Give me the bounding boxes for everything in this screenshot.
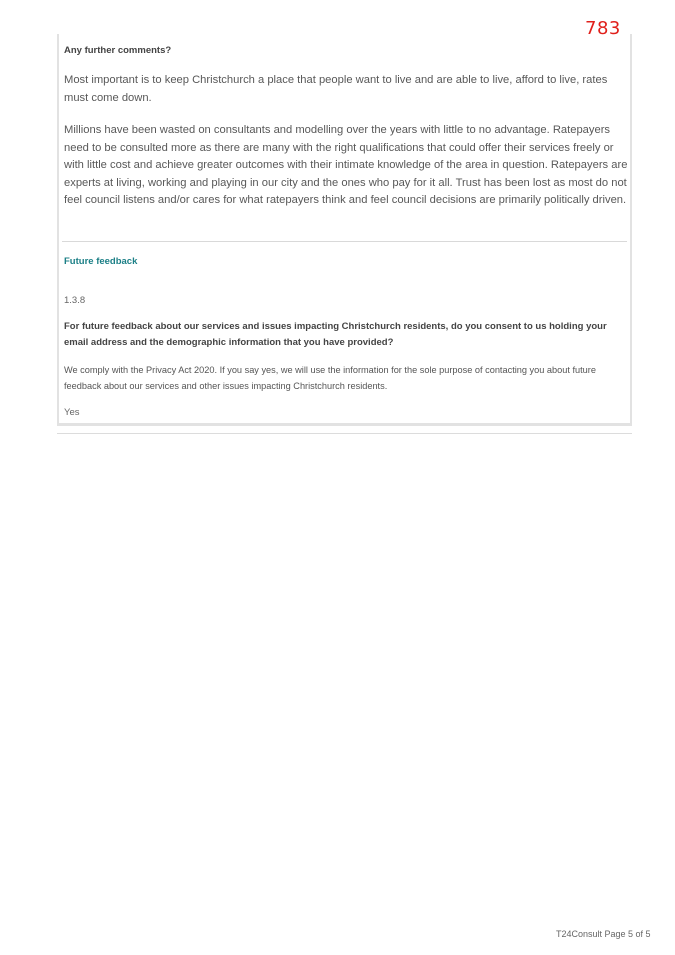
question-title: Any further comments? [64,45,172,56]
consent-question: For future feedback about our services and issues impacting Christchurch residents, do you consent to us holding your email address and the demographic information that you have provided? [64,321,607,348]
question-number: 1.3.8 [64,295,86,306]
page-stamp-number: 783 [585,18,621,39]
answer-paragraph: Millions have been wasted on consultants and modelling over the years with little to no advantage. Ratepayers need to be consulted more as there are many with the right qualifications that could offer their services freely or with little cost and achieve greater outcomes with their intimate knowledge of the area in question. Ratepayers are experts at living, working and playing in our city and the ones who pay for it all. Trust has been lost as most do not feel council listens and/or cares for what ratepayers think and feel council decisions are primarily politically driven. [64,124,628,207]
page-footer: T24Consult Page 5 of 5 [556,929,651,939]
privacy-help-text: We comply with the Privacy Act 2020. If you say yes, we will use the information for the sole purpose of contacting you about future feedback about our services and other issues impacting Christchurch residents. [64,365,596,391]
consent-answer: Yes [64,407,80,418]
section-title-future-feedback: Future feedback [64,256,138,267]
submission-card [57,34,632,426]
answer-paragraph: Most important is to keep Christchurch a place that people want to live and are able to live, afford to live, rates must come down. [64,74,608,104]
section-divider [62,241,627,242]
card-bottom-divider [57,433,632,434]
